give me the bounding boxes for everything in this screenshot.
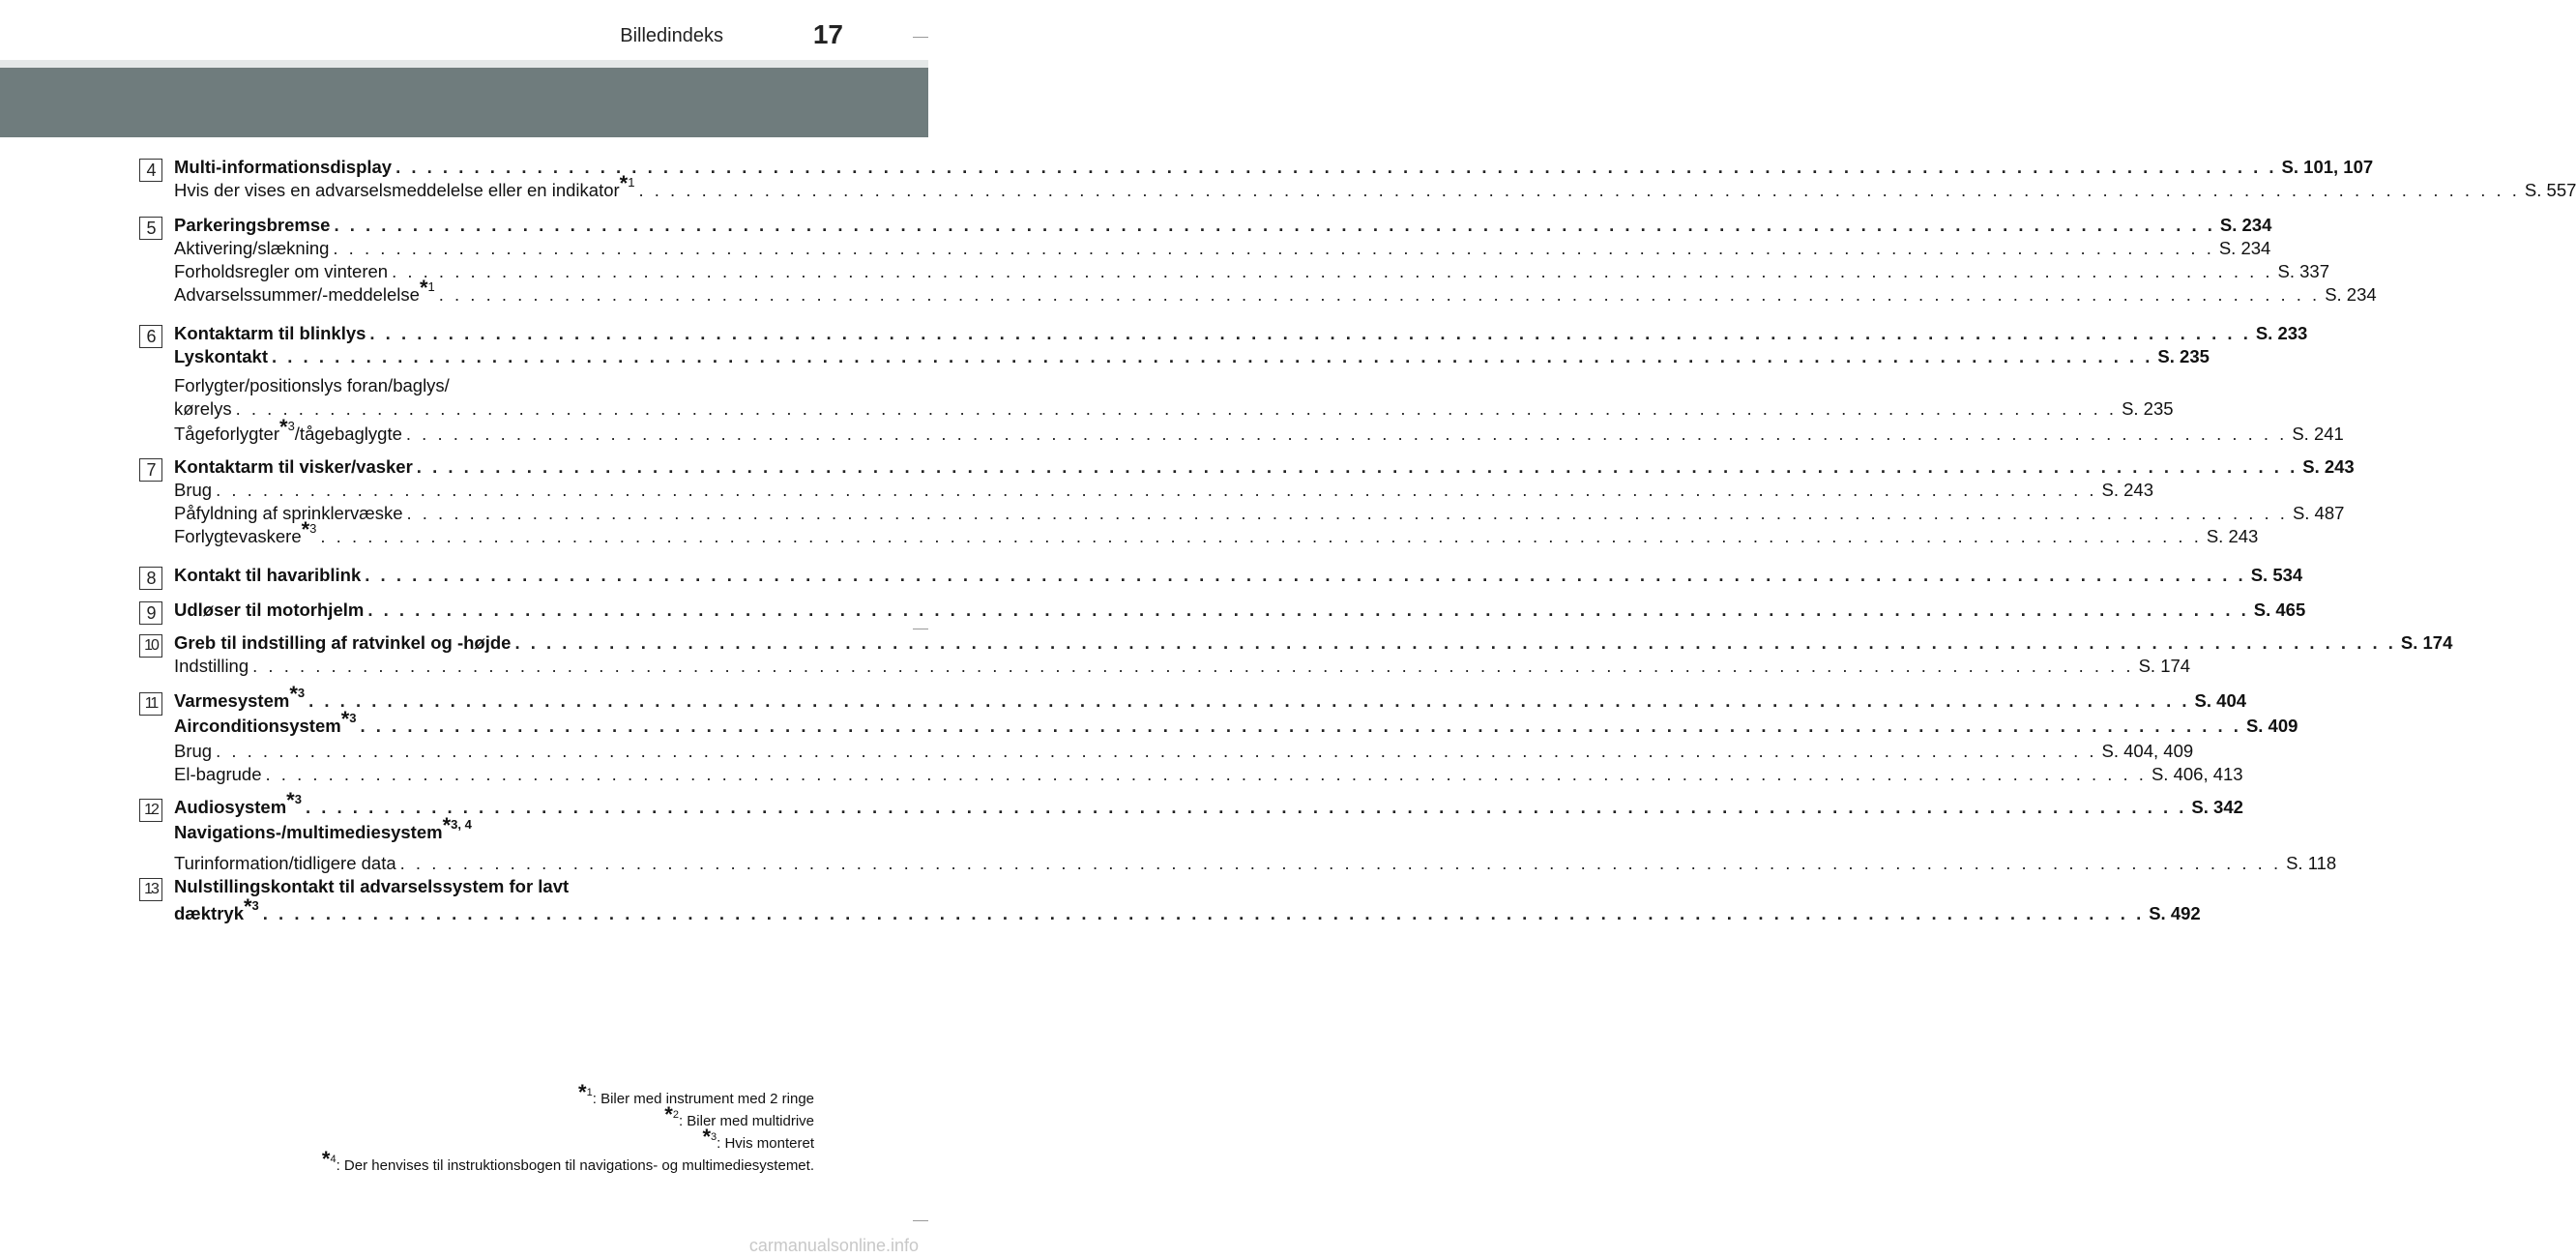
watermark: carmanualsonline.info xyxy=(748,1236,919,1255)
footnote-asterisk: * xyxy=(301,517,310,541)
footnote-asterisk: * xyxy=(442,813,452,837)
entry-label-text: Brug xyxy=(174,741,213,761)
index-entry xyxy=(174,456,2355,480)
page-reference: S. 406, 413 xyxy=(2151,764,2243,784)
footnote-ref: 3 xyxy=(349,711,357,725)
footnotes xyxy=(321,1080,814,1174)
page-reference: S. 235 xyxy=(2122,398,2174,419)
entry-label-text: Indstilling xyxy=(174,656,249,676)
entry-label-text: Aktivering/slækning xyxy=(174,238,330,258)
footnote-ref: 3 xyxy=(287,419,295,433)
footnote-ref: 3 xyxy=(251,898,259,913)
entry-label-text: Forholdsregler om vinteren xyxy=(174,261,389,281)
dot-leader: . . . . . . . . . . . . . . . . . . . . . . . . . . . . . . . . . . . . . . . . . . . . . . . . . . . . . . . . . . . . . . . . . . . . . . . . . . . . . . . . . . . . . . . . . . . . . . . . . . . . . . . . . . . . . . . . . . . . . . . . xyxy=(334,215,2215,235)
entry-label xyxy=(174,375,450,396)
entry-label xyxy=(174,853,396,874)
footnote-asterisk: * xyxy=(321,1147,331,1171)
item-number-badge: 13 xyxy=(139,878,162,901)
footnote-text: : Der henvises til instruktionsbogen til navigations- og multimediesystemet. xyxy=(336,1157,814,1174)
entry-label xyxy=(174,894,259,924)
entry-label xyxy=(174,813,472,843)
item-number-badge: 4 xyxy=(139,159,162,182)
page-reference: S. 235 xyxy=(2157,346,2210,366)
dot-leader: . . . . . . . . . . . . . . . . . . . . . . . . . . . . . . . . . . . . . . . . . . . . . . . . . . . . . . . . . . . . . . . . . . . . . . . . . . . . . . . . . . . . . . . . . . . . . . . . . . . . . . . . . . . . . . . . . . . . . . . . xyxy=(369,323,2251,343)
index-entry xyxy=(174,276,2377,307)
index-entry xyxy=(174,813,777,845)
footnote xyxy=(322,1080,814,1107)
footnote-asterisk: * xyxy=(289,682,298,706)
entry-label xyxy=(174,741,212,762)
entry-label-text: Greb til indstilling af ratvinkel og -højde xyxy=(174,632,512,653)
page-reference: S. 557 xyxy=(2524,180,2576,200)
entry-label-text: El-bagrude xyxy=(174,764,262,784)
dot-leader: . . . . . . . . . . . . . . . . . . . . . . . . . . . . . . . . . . . . . . . . . . . . . . . . . . . . . . . . . . . . . . . . . . . . . . . . . . . . . . . . . . . . . . . . . . . . . . . . . . . . . . . . . . . . . . . . . . . . . . . . xyxy=(320,526,2202,546)
dot-leader: . . . . . . . . . . . . . . . . . . . . . . . . . . . . . . . . . . . . . . . . . . . . . . . . . . . . . . . . . . . . . . . . . . . . . . . . . . . . . . . . . . . . . . . . . . . . . . . . . . . . . . . . . . . . . . . . . . . . . . . . xyxy=(405,424,2288,444)
page-reference: S. 465 xyxy=(2253,600,2306,620)
entry-label-text: Kontaktarm til visker/vasker xyxy=(174,456,413,477)
entry-label-suffix: /tågebaglygte xyxy=(294,424,402,444)
dot-leader: . . . . . . . . . . . . . . . . . . . . . . . . . . . . . . . . . . . . . . . . . . . . . . . . . . . . . . . . . . . . . . . . . . . . . . . . . . . . . . . . . . . . . . . . . . . . . . . . . . . . . . . . . . . . . . . . . . . . . . . . xyxy=(235,398,2118,419)
entry-label-text: Varmesystem xyxy=(174,690,290,711)
index-entry xyxy=(174,323,2308,346)
footnote-mark: 2 xyxy=(672,1109,679,1121)
footnote-asterisk: * xyxy=(340,707,350,731)
entry-label-text: Multi-informationsdisplay xyxy=(174,157,393,177)
footnote-asterisk: * xyxy=(286,788,295,812)
dot-leader: . . . . . . . . . . . . . . . . . . . . . . . . . . . . . . . . . . . . . . . . . . . . . . . . . . . . . . . . . . . . . . . . . . . . . . . . . . . . . . . . . . . . . . . . . . . . . . . . . . . . . . . . . . . . . . . . . . . . . . . . xyxy=(216,741,2097,761)
entry-label xyxy=(174,415,402,445)
dot-leader: . . . . . . . . . . . . . . . . . . . . . . . . . . . . . . . . . . . . . . . . . . . . . . . . . . . . . . . . . . . . . . . . . . . . . . . . . . . . . . . . . . . . . . . . . . . . . . . . . . . . . . . . . . . . . . . . . . . . . . . . xyxy=(308,690,2190,711)
header-banner xyxy=(0,68,928,137)
dot-leader: . . . . . . . . . . . . . . . . . . . . . . . . . . . . . . . . . . . . . . . . . . . . . . . . . . . . . . . . . . . . . . . . . . . . . . . . . . . . . . . . . . . . . . . . . . . . . . . . . . . . . . . . . . . . . . . . . . . . . . . . xyxy=(416,456,2298,477)
entry-label-text: Turinformation/tidligere data xyxy=(174,853,396,873)
entry-label xyxy=(174,764,262,785)
dot-leader: . . . . . . . . . . . . . . . . . . . . . . . . . . . . . . . . . . . . . . . . . . . . . . . . . . . . . . . . . . . . . . . . . . . . . . . . . . . . . . . . . . . . . . . . . . . . . . . . . . . . . . . . . . . . . . . . . . . . . . . . xyxy=(514,632,2396,653)
entry-label xyxy=(174,215,330,236)
entry-label xyxy=(174,876,569,897)
entry-label-text: kørelys xyxy=(174,398,232,419)
entry-label xyxy=(174,346,268,367)
entry-label xyxy=(174,261,388,282)
index-entry xyxy=(174,415,2344,447)
index-entry xyxy=(174,503,2345,526)
footnote xyxy=(322,1102,814,1129)
index-entry xyxy=(174,261,2330,284)
dot-leader: . . . . . . . . . . . . . . . . . . . . . . . . . . . . . . . . . . . . . . . . . . . . . . . . . . . . . . . . . . . . . . . . . . . . . . . . . . . . . . . . . . . . . . . . . . . . . . . . . . . . . . . . . . . . . . . . . . . . . . . . xyxy=(367,600,2249,620)
page-reference: S. 234 xyxy=(2325,284,2377,305)
footnote-ref: 3 xyxy=(297,686,306,700)
index-entry xyxy=(174,375,777,398)
page-reference: S. 337 xyxy=(2277,261,2330,281)
entry-label-text: dæktryk xyxy=(174,903,244,923)
footnote xyxy=(321,1147,814,1174)
page-reference: S. 174 xyxy=(2400,632,2453,653)
page-reference: S. 404 xyxy=(2194,690,2247,711)
footnote-asterisk: * xyxy=(619,171,629,195)
entry-label-text: Brug xyxy=(174,480,213,500)
entry-label xyxy=(174,632,511,654)
page-reference: S. 492 xyxy=(2149,903,2201,923)
page-reference: S. 234 xyxy=(2219,215,2272,235)
item-number-badge: 6 xyxy=(139,325,162,348)
page-reference: S. 342 xyxy=(2191,797,2243,817)
entry-label-text: Tågeforlygter xyxy=(174,424,279,444)
entry-label xyxy=(174,171,635,201)
footnote-asterisk: * xyxy=(578,1080,587,1104)
page-reference: S. 234 xyxy=(2218,238,2271,258)
page-reference: S. 243 xyxy=(2206,526,2259,546)
page-reference: S. 487 xyxy=(2292,503,2345,523)
index-entry xyxy=(174,682,2247,714)
index-entry xyxy=(174,632,2453,656)
entry-label xyxy=(174,517,317,547)
dot-leader: . . . . . . . . . . . . . . . . . . . . . . . . . . . . . . . . . . . . . . . . . . . . . . . . . . . . . . . . . . . . . . . . . . . . . . . . . . . . . . . . . . . . . . . . . . . . . . . . . . . . . . . . . . . . . . . . . . . . . . . . xyxy=(216,480,2097,500)
dot-leader: . . . . . . . . . . . . . . . . . . . . . . . . . . . . . . . . . . . . . . . . . . . . . . . . . . . . . . . . . . . . . . . . . . . . . . . . . . . . . . . . . . . . . . . . . . . . . . . . . . . . . . . . . . . . . . . . . . . . . . . . xyxy=(271,346,2153,366)
index-entry xyxy=(174,480,2154,503)
footnote-ref: 3 xyxy=(294,792,302,806)
dot-leader: . . . . . . . . . . . . . . . . . . . . . . . . . . . . . . . . . . . . . . . . . . . . . . . . . . . . . . . . . . . . . . . . . . . . . . . . . . . . . . . . . . . . . . . . . . . . . . . . . . . . . . . . . . . . . . . . . . . . . . . . xyxy=(399,853,2282,873)
dot-leader: . . . . . . . . . . . . . . . . . . . . . . . . . . . . . . . . . . . . . . . . . . . . . . . . . . . . . . . . . . . . . . . . . . . . . . . . . . . . . . . . . . . . . . . . . . . . . . . . . . . . . . . . . . . . . . . . . . . . . . . . xyxy=(305,797,2187,817)
entry-label xyxy=(174,480,212,501)
item-number-badge: 10 xyxy=(139,634,162,658)
entry-label xyxy=(174,788,302,818)
index-entry xyxy=(174,215,2272,238)
entry-label xyxy=(174,600,364,621)
page-reference: S. 243 xyxy=(2302,456,2355,477)
entry-label-text: Audiosystem xyxy=(174,797,287,817)
footnote-asterisk: * xyxy=(419,276,428,300)
entry-label-text: Udløser til motorhjelm xyxy=(174,600,365,620)
index-entry xyxy=(174,741,2194,764)
footnote-text: : Hvis monteret xyxy=(717,1135,814,1152)
footnote-mark: 3 xyxy=(711,1131,717,1143)
footnote-mark: 1 xyxy=(586,1087,593,1098)
entry-label-text: Navigations-/multimediesystem xyxy=(174,822,443,842)
footnote-text: : Biler med instrument med 2 ringe xyxy=(592,1091,814,1107)
dot-leader: . . . . . . . . . . . . . . . . . . . . . . . . . . . . . . . . . . . . . . . . . . . . . . . . . . . . . . . . . . . . . . . . . . . . . . . . . . . . . . . . . . . . . . . . . . . . . . . . . . . . . . . . . . . . . . . . . . . . . . . . xyxy=(638,180,2520,200)
entry-label xyxy=(174,707,357,737)
page-reference: S. 233 xyxy=(2255,323,2308,343)
entry-label-text: Forlygter/positionslys foran/baglys/ xyxy=(174,375,450,395)
entry-label-text: Advarselssummer/-meddelelse xyxy=(174,284,420,305)
entry-label-text: Lyskontakt xyxy=(174,346,268,366)
entry-label xyxy=(174,157,392,178)
index-entry xyxy=(174,853,2337,876)
index-entry xyxy=(174,346,2210,369)
entry-label xyxy=(174,398,232,420)
index-entry xyxy=(174,894,2201,926)
crop-mark xyxy=(913,37,928,38)
footnote-asterisk: * xyxy=(664,1102,673,1126)
entry-label xyxy=(174,323,366,344)
index-entry xyxy=(174,517,2259,549)
entry-label-text: Forlygtevaskere xyxy=(174,526,302,546)
entry-label xyxy=(174,238,329,259)
entry-label-text: Parkeringsbremse xyxy=(174,215,331,235)
dot-leader: . . . . . . . . . . . . . . . . . . . . . . . . . . . . . . . . . . . . . . . . . . . . . . . . . . . . . . . . . . . . . . . . . . . . . . . . . . . . . . . . . . . . . . . . . . . . . . . . . . . . . . . . . . . . . . . . . . . . . . . . xyxy=(395,157,2277,177)
item-number-badge: 8 xyxy=(139,567,162,590)
dot-leader: . . . . . . . . . . . . . . . . . . . . . . . . . . . . . . . . . . . . . . . . . . . . . . . . . . . . . . . . . . . . . . . . . . . . . . . . . . . . . . . . . . . . . . . . . . . . . . . . . . . . . . . . . . . . . . . . . . . . . . . . xyxy=(365,565,2246,585)
page-reference: S. 243 xyxy=(2101,480,2154,500)
page-reference: S. 174 xyxy=(2138,656,2191,676)
item-number-badge: 12 xyxy=(139,799,162,822)
item-number-badge: 5 xyxy=(139,217,162,240)
index-entry xyxy=(174,565,2303,588)
page-reference: S. 404, 409 xyxy=(2101,741,2194,761)
index-entry xyxy=(174,764,2243,787)
page-reference: S. 241 xyxy=(2292,424,2344,444)
item-number-badge: 9 xyxy=(139,601,162,625)
page-reference: S. 534 xyxy=(2250,565,2303,585)
page-reference: S. 118 xyxy=(2286,853,2337,873)
entry-label xyxy=(174,503,403,524)
footnote-asterisk: * xyxy=(279,415,288,439)
entry-label xyxy=(174,276,435,306)
footnote-ref: 3 xyxy=(309,521,317,536)
dot-leader: . . . . . . . . . . . . . . . . . . . . . . . . . . . . . . . . . . . . . . . . . . . . . . . . . . . . . . . . . . . . . . . . . . . . . . . . . . . . . . . . . . . . . . . . . . . . . . . . . . . . . . . . . . . . . . . . . . . . . . . . xyxy=(406,503,2288,523)
index-entry xyxy=(174,788,2243,820)
footnote-ref: 1 xyxy=(427,279,435,294)
section-title: Billedindeks xyxy=(620,25,723,46)
index-entry xyxy=(174,238,2271,261)
entry-label xyxy=(174,565,361,586)
page-reference: S. 409 xyxy=(2245,716,2298,736)
entry-label-text: Airconditionsystem xyxy=(174,716,341,736)
crop-mark xyxy=(913,1220,928,1221)
index-entry xyxy=(174,707,2298,739)
dot-leader: . . . . . . . . . . . . . . . . . . . . . . . . . . . . . . . . . . . . . . . . . . . . . . . . . . . . . . . . . . . . . . . . . . . . . . . . . . . . . . . . . . . . . . . . . . . . . . . . . . . . . . . . . . . . . . . . . . . . . . . . xyxy=(392,261,2273,281)
index-entry xyxy=(174,600,2306,623)
index-entry xyxy=(174,157,2374,180)
dot-leader: . . . . . . . . . . . . . . . . . . . . . . . . . . . . . . . . . . . . . . . . . . . . . . . . . . . . . . . . . . . . . . . . . . . . . . . . . . . . . . . . . . . . . . . . . . . . . . . . . . . . . . . . . . . . . . . . . . . . . . . . xyxy=(252,656,2134,676)
entry-label xyxy=(174,682,306,712)
footnote-ref: 1 xyxy=(628,175,635,190)
item-number-badge: 7 xyxy=(139,458,162,482)
index-entry xyxy=(174,656,2191,679)
entry-label-text: Hvis der vises en advarselsmeddelelse eller en indikator xyxy=(174,180,620,200)
entry-label xyxy=(174,456,413,478)
index-entry xyxy=(174,876,777,899)
page-number: 17 xyxy=(812,19,843,49)
footnote-mark: 4 xyxy=(330,1154,337,1165)
page-reference: S. 101, 107 xyxy=(2281,157,2374,177)
dot-leader: . . . . . . . . . . . . . . . . . . . . . . . . . . . . . . . . . . . . . . . . . . . . . . . . . . . . . . . . . . . . . . . . . . . . . . . . . . . . . . . . . . . . . . . . . . . . . . . . . . . . . . . . . . . . . . . . . . . . . . . . xyxy=(262,903,2145,923)
index-entry xyxy=(174,171,2576,203)
item-number-badge: 11 xyxy=(139,692,162,716)
footnote-ref: 3, 4 xyxy=(451,817,472,832)
footnote xyxy=(322,1125,814,1152)
footnote-text: : Biler med multidrive xyxy=(678,1113,814,1129)
dot-leader: . . . . . . . . . . . . . . . . . . . . . . . . . . . . . . . . . . . . . . . . . . . . . . . . . . . . . . . . . . . . . . . . . . . . . . . . . . . . . . . . . . . . . . . . . . . . . . . . . . . . . . . . . . . . . . . . . . . . . . . . xyxy=(360,716,2241,736)
dot-leader: . . . . . . . . . . . . . . . . . . . . . . . . . . . . . . . . . . . . . . . . . . . . . . . . . . . . . . . . . . . . . . . . . . . . . . . . . . . . . . . . . . . . . . . . . . . . . . . . . . . . . . . . . . . . . . . . . . . . . . . . xyxy=(333,238,2214,258)
page-header xyxy=(0,0,928,68)
entry-label xyxy=(174,656,249,677)
index-entry xyxy=(174,398,2174,422)
footnote-asterisk: * xyxy=(243,894,252,919)
entry-label-text: Kontaktarm til blinklys xyxy=(174,323,366,343)
dot-leader: . . . . . . . . . . . . . . . . . . . . . . . . . . . . . . . . . . . . . . . . . . . . . . . . . . . . . . . . . . . . . . . . . . . . . . . . . . . . . . . . . . . . . . . . . . . . . . . . . . . . . . . . . . . . . . . . . . . . . . . . xyxy=(438,284,2321,305)
dot-leader: . . . . . . . . . . . . . . . . . . . . . . . . . . . . . . . . . . . . . . . . . . . . . . . . . . . . . . . . . . . . . . . . . . . . . . . . . . . . . . . . . . . . . . . . . . . . . . . . . . . . . . . . . . . . . . . . . . . . . . . . xyxy=(265,764,2147,784)
entry-label-text: Påfyldning af sprinklervæske xyxy=(174,503,403,523)
footnote-asterisk: * xyxy=(702,1125,711,1149)
entry-label-text: Kontakt til havariblink xyxy=(174,565,362,585)
entry-label-text: Nulstillingskontakt til advarselssystem for lavt xyxy=(174,876,570,896)
